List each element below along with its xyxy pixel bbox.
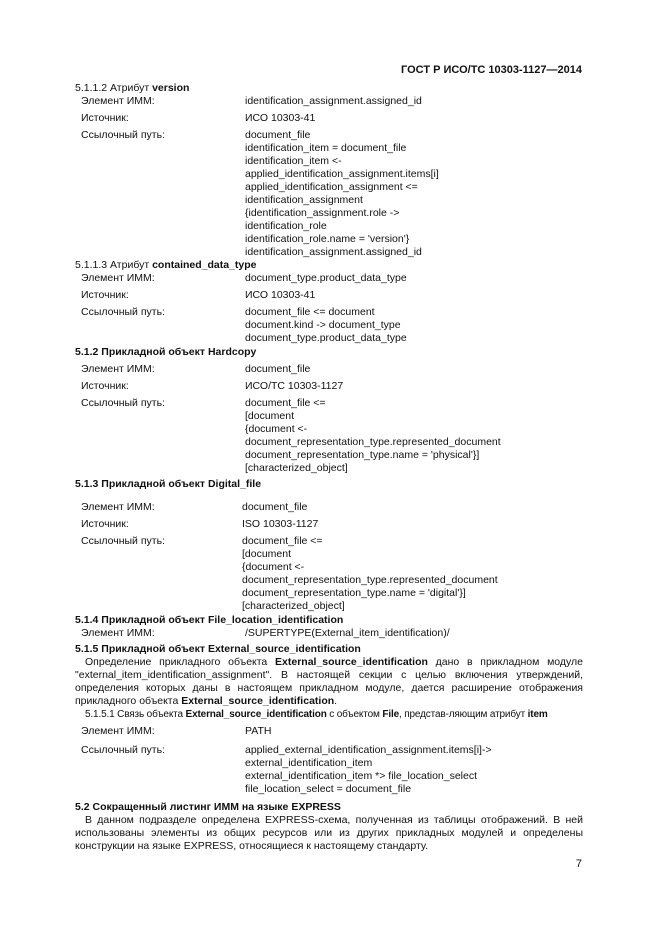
label-source: Источник:: [81, 518, 129, 530]
path-line: identification_assignment.assigned_id: [245, 246, 422, 258]
label-source: Источник:: [81, 289, 129, 301]
value-path: [245, 129, 583, 259]
label-element: Элемент ИММ:: [81, 272, 155, 284]
path-line: [document: [245, 410, 295, 422]
mapping-row-path: [75, 744, 583, 796]
value-element: document_type.product_data_type: [245, 272, 407, 284]
value-source: ИСО/ТС 10303-1127: [245, 380, 344, 392]
path-line: [characterized_object]: [242, 600, 345, 612]
mapping-row-element: [75, 725, 583, 738]
heading-prefix: 5.1.1.3 Атрибут: [75, 259, 153, 271]
path-line: document_file <=: [245, 397, 326, 409]
path-line: document_representation_type.name = 'digital'}]: [242, 587, 466, 599]
label-element: Элемент ИММ:: [81, 95, 155, 107]
section-5-1-5-heading: 5.1.5 Прикладной объект External_source_identification: [75, 643, 361, 655]
path-line: [characterized_object]: [245, 462, 348, 474]
attribute-name: version: [152, 82, 190, 94]
mapping-row-source: [75, 380, 583, 393]
section-5-2-heading: 5.2 Сокращенный листинг ИММ на языке EXPRESS: [75, 801, 341, 813]
mapping-row-element: [75, 272, 583, 285]
label-source: Источник:: [81, 380, 129, 392]
para-text: .: [334, 695, 338, 707]
path-line: applied_identification_assignment.items[i]: [245, 168, 439, 180]
section-5-1-3-heading: 5.1.3 Прикладной объект Digital_file: [75, 478, 262, 490]
label-element: Элемент ИММ:: [81, 725, 155, 737]
label-ref-path: Ссылочный путь:: [81, 129, 165, 141]
mapping-row-source: [75, 112, 583, 125]
entity-name: External_source_identification: [185, 709, 327, 720]
mapping-row-path: [75, 129, 583, 259]
heading-text: 5.1.5.1 Связь объекта: [85, 709, 186, 720]
attribute-name: item: [527, 709, 548, 720]
path-line: identification_role.name = 'version'}: [245, 233, 410, 245]
mapping-row-path: [75, 397, 583, 475]
path-line: document_file <=: [242, 535, 323, 547]
path-line: [document: [242, 548, 292, 560]
label-source: Источник:: [81, 112, 129, 124]
mapping-row-path: [75, 306, 583, 345]
value-path: [245, 744, 583, 796]
path-line: {identification_assignment.role ->: [245, 207, 400, 219]
section-5-1-2-heading: 5.1.2 Прикладной объект Hardcopy: [75, 346, 257, 358]
path-line: document_type.product_data_type: [245, 332, 407, 344]
heading-text: с объектом: [326, 709, 383, 720]
path-line: identification_item <-: [245, 155, 342, 167]
path-line: document_file: [245, 129, 311, 141]
section-5-1-1-3-heading: [75, 259, 583, 272]
path-line: applied_external_identification_assignment.items[i]->: [245, 744, 492, 756]
path-line: document_representation_type.represented_document: [245, 436, 501, 448]
document-header: ГОСТ Р ИСО/ТС 10303-1127—2014: [401, 64, 582, 76]
mapping-row-element: [75, 95, 583, 108]
path-line: document_file <= document: [245, 306, 375, 318]
label-element: Элемент ИММ:: [81, 501, 155, 513]
entity-name: File: [382, 709, 399, 720]
label-element: Элемент ИММ:: [81, 363, 155, 375]
value-element: PATH: [245, 725, 272, 737]
section-5-1-1-2-heading: [75, 82, 583, 95]
mapping-row-element: [75, 501, 583, 514]
mapping-row-element: [75, 627, 583, 640]
path-line: file_location_select = document_file: [245, 783, 412, 795]
section-5-1-4-heading: 5.1.4 Прикладной объект File_location_identification: [75, 614, 344, 626]
value-path: [245, 397, 583, 475]
section-5-1-5-paragraph: [75, 656, 583, 708]
section-5-2-paragraph: В данном подразделе определена EXPRESS-схема, полученная из таблицы отображений. В ней использованы элементы из общих ресурсов или из других прикладных модулей и определены конструкции на языке EXPRESS, относящиеся к настоящему стандарту.: [75, 814, 583, 852]
value-element: /SUPERTYPE(External_item_identification)/: [245, 627, 450, 639]
path-line: external_identification_item: [245, 757, 373, 769]
path-line: identification_assignment: [245, 194, 363, 206]
path-line: {document <-: [242, 561, 305, 573]
label-element: Элемент ИММ:: [81, 627, 155, 639]
path-line: document_representation_type.represented_document: [242, 574, 498, 586]
mapping-row-element: [75, 363, 583, 376]
para-text: дано в прикладном модуле "external_item_identification_assignment". В настоящей секции с целью включения утверждений, определения которых даны в настоящем прикладном модуле, дается расширение отображения прикладного объекта: [75, 656, 584, 707]
mapping-row-source: [75, 518, 583, 531]
mapping-row-source: [75, 289, 583, 302]
heading-text: , представ-ляющим атрибут: [399, 709, 528, 720]
mapping-row-path: [75, 535, 583, 613]
section-5-1-5-1-heading: [75, 708, 583, 721]
value-element: identification_assignment.assigned_id: [245, 95, 422, 107]
page-number: 7: [575, 858, 582, 870]
path-line: identification_item = document_file: [245, 142, 407, 154]
value-source: ISO 10303-1127: [242, 518, 319, 530]
path-line: {document <-: [245, 423, 308, 435]
label-ref-path: Ссылочный путь:: [81, 397, 165, 409]
entity-name: External_source_identification: [181, 695, 335, 707]
para-text: Определение прикладного объекта: [85, 656, 276, 668]
label-ref-path: Ссылочный путь:: [81, 306, 165, 318]
path-line: identification_role: [245, 220, 327, 232]
value-element: document_file: [242, 501, 308, 513]
page-content: [75, 82, 583, 853]
entity-name: External_source_identification: [275, 656, 428, 668]
path-line: document_representation_type.name = 'physical'}]: [245, 449, 480, 461]
value-source: ИСО 10303-41: [245, 112, 316, 124]
value-path: [242, 535, 583, 613]
path-line: applied_identification_assignment <=: [245, 181, 418, 193]
value-path: [245, 306, 583, 345]
path-line: external_identification_item *> file_location_select: [245, 770, 478, 782]
value-element: document_file: [245, 363, 311, 375]
path-line: document.kind -> document_type: [245, 319, 401, 331]
attribute-name: contained_data_type: [152, 259, 257, 271]
heading-prefix: 5.1.1.2 Атрибут: [75, 82, 153, 94]
label-ref-path: Ссылочный путь:: [81, 535, 165, 547]
label-ref-path: Ссылочный путь:: [81, 744, 165, 756]
value-source: ИСО 10303-41: [245, 289, 316, 301]
